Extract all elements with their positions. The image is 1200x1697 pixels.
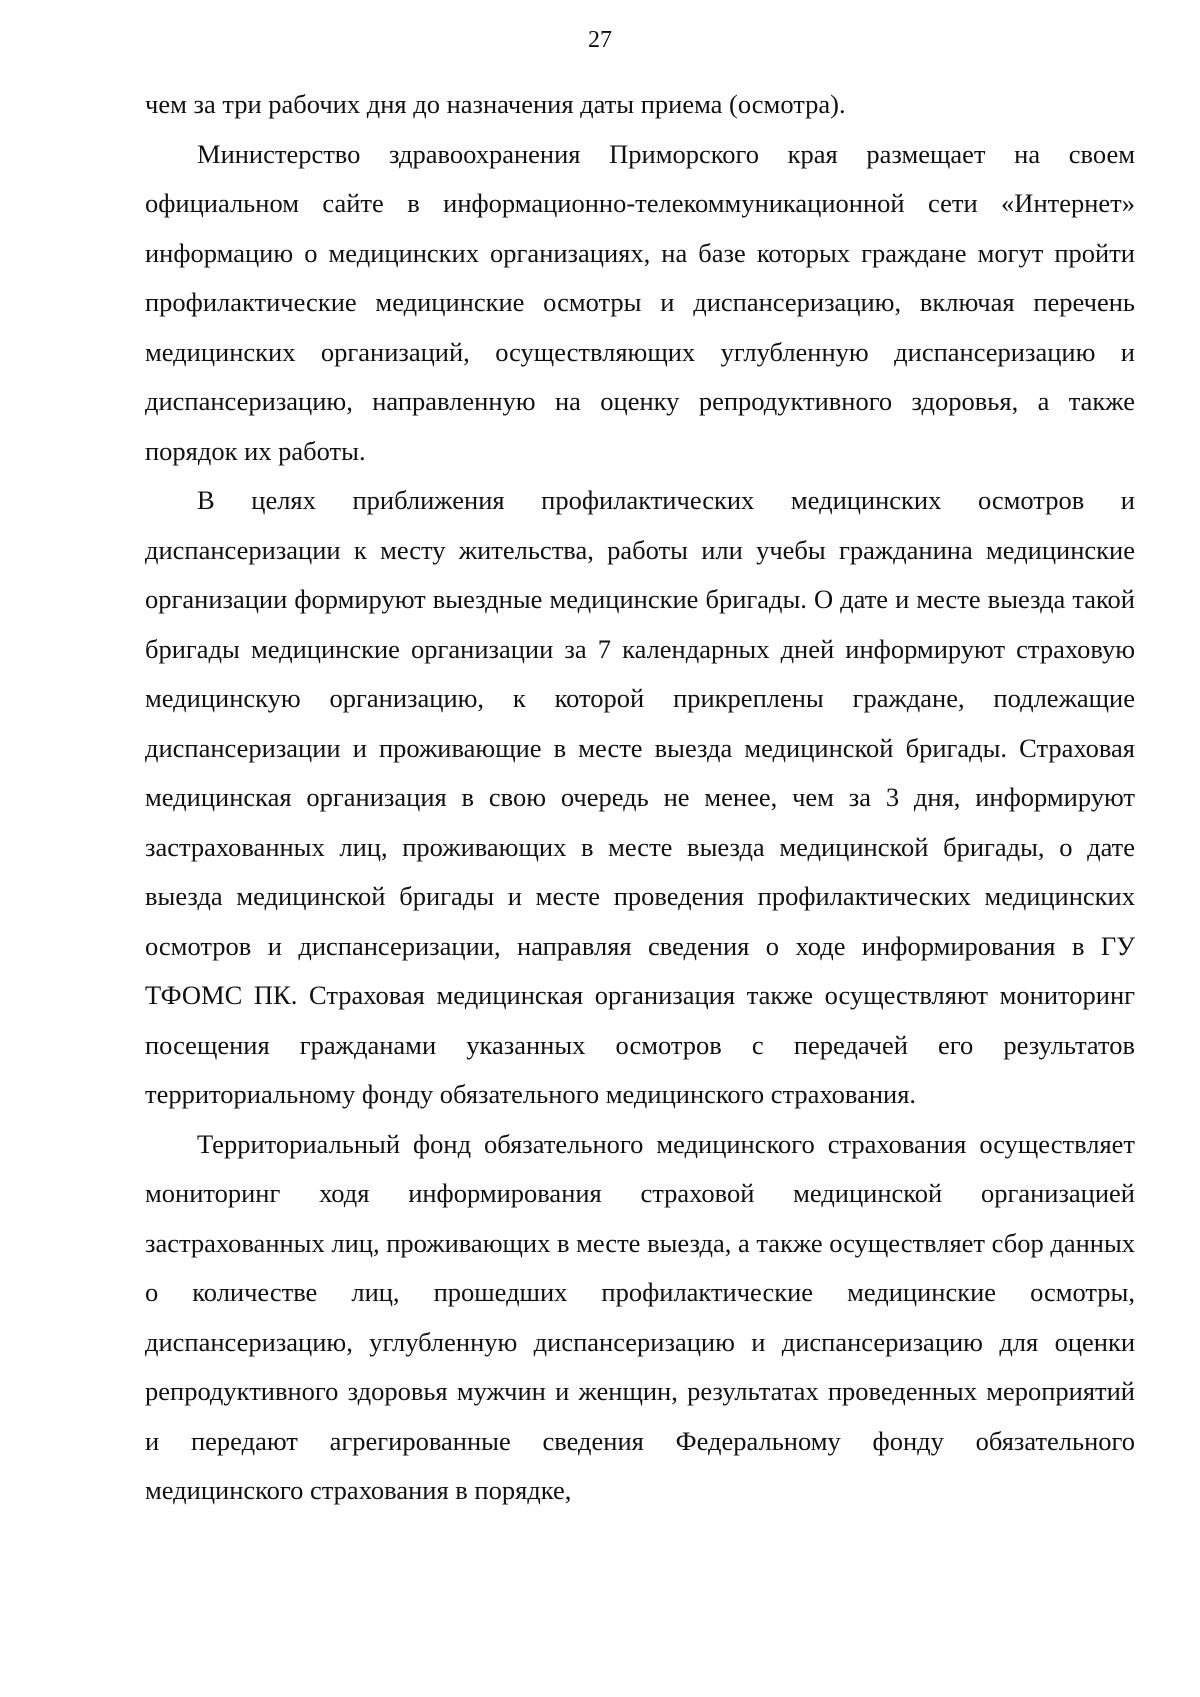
paragraph-ministry-info: Министерство здравоохранения Приморского края размещает на своем официальном сайте в информационно-телекоммуникационной сети «Интернет» информацию о медицинских организациях, на базе которых граждане могут пройти профилактические медицинские осмотры и диспансеризацию, включая перечень медицинских организаций, осуществляющих углубленную диспансеризацию и диспансеризацию, направленную на оценку репродуктивного здоровья, а также порядок их работы. [145,138,1135,466]
paragraph-territorial-fund: Территориальный фонд обязательного медицинского страхования осуществляет мониторинг ходя информирования страховой медицинской организацией застрахованных лиц, проживающих в месте выезда, а также осуществляет сбор данных о количестве лиц, прошедших профилактические медицинские осмотры, диспансеризацию, углубленную диспансеризацию и диспансеризацию для оценки репродуктивного здоровья мужчин и женщин, результатах проведенных мероприятий и передают агрегированные сведения Федеральному фонду обязательного медицинского страхования в порядке, [145,1128,1135,1505]
page-number: 27 [588,27,612,53]
paragraph-mobile-brigades: В целях приближения профилактических медицинских осмотров и диспансеризации к месту жительства, работы или учебы гражданина медицинские организации формируют выездные медицинские бригады. О дате и месте выезда такой бригады медицинские организации за 7 календарных дней информируют страховую медицинскую организацию, к которой прикреплены граждане, подлежащие диспансеризации и проживающие в месте выезда медицинской бригады. Страховая медицинская организация в свою очередь не менее, чем за 3 дня, информируют застрахованных лиц, проживающих в месте выезда медицинской бригады, о дате выезда медицинской бригады и месте проведения профилактических медицинских осмотров и диспансеризации, направляя сведения о ходе информирования в ГУ ТФОМС ПК. Страховая медицинская организация также осуществляют мониторинг посещения гражданами указанных осмотров с передачей его результатов территориальному фонду обязательного медицинского страхования. [145,485,1135,1109]
paragraph-continuation: чем за три рабочих дня до назначения даты приема (осмотра). [145,89,846,119]
document-body [145,80,1135,1516]
